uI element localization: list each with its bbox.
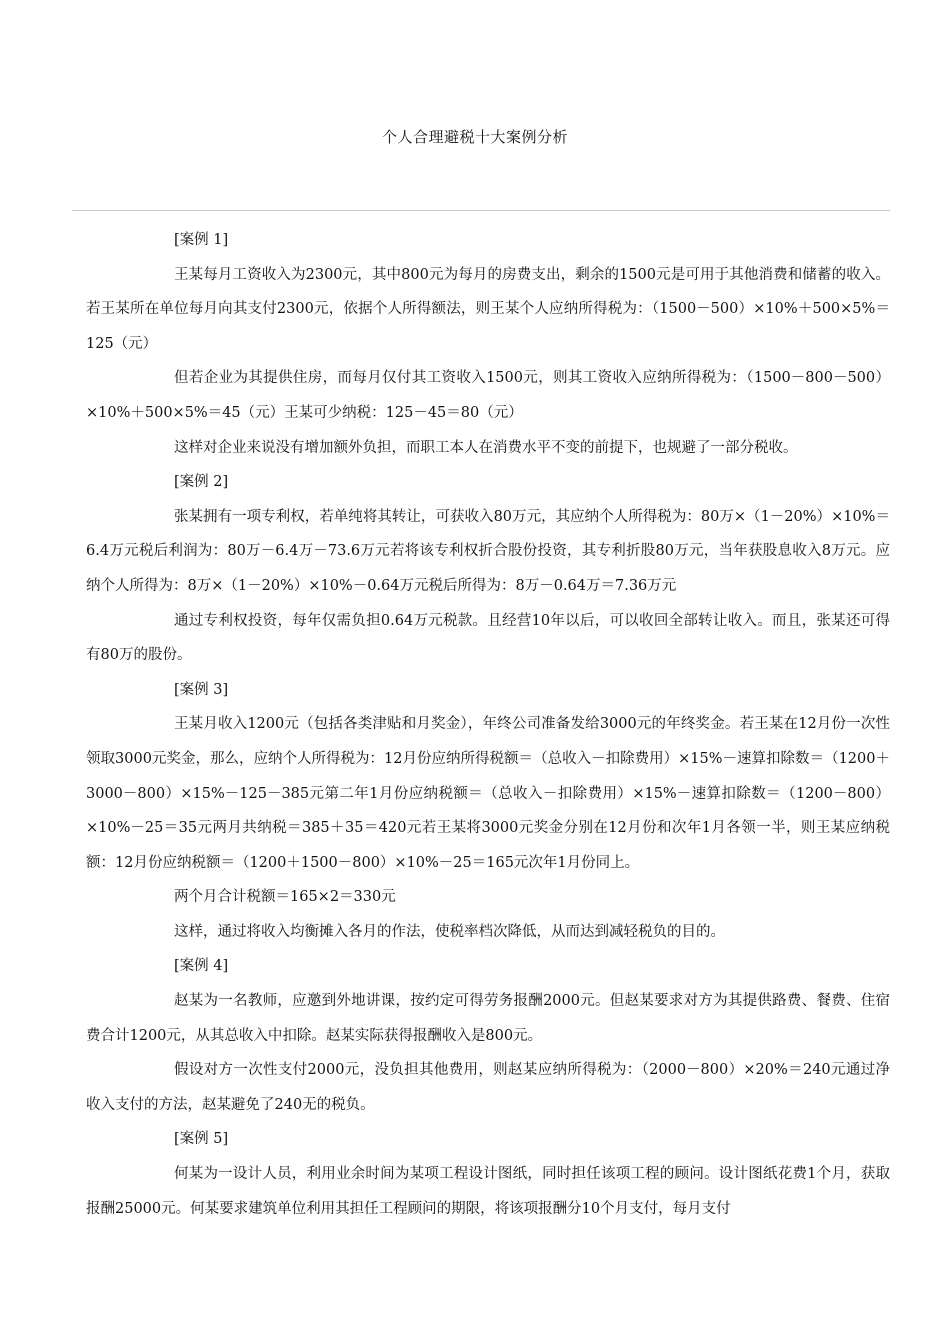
paragraph: 张某拥有一项专利权，若单纯将其转让，可获收入80万元，其应纳个人所得税为：80万×（1－20%）×10%＝6.4万元税后利润为：80万－6.4万－73.6万元若将该专利权折合股份投资，其专利折股80万元，当年获股息收入8万元。应纳个人所得为：8万×（1－20%）×10%－0.64万元税后所得为：8万－0.64万＝7.36万元 — [86, 508, 890, 594]
paragraph: 这样，通过将收入均衡摊入各月的作法，使税率档次降低，从而达到减轻税负的目的。 — [174, 923, 725, 940]
header-divider — [72, 210, 890, 211]
paragraph: 两个月合计税额＝165×2＝330元 — [174, 889, 396, 906]
paragraph: 王某每月工资收入为2300元，其中800元为每月的房费支出，剩余的1500元是可用于其他消费和储蓄的收入。若王某所在单位每月向其支付2300元，依据个人所得额法，则王某个人应纳所得税为：（1500－500）×10%＋500×5%＝125（元） — [86, 266, 890, 352]
case-1-label: [案例 1] — [174, 232, 229, 248]
paragraph: 通过专利权投资，每年仅需负担0.64万元税款。且经营10年以后，可以收回全部转让收入。而且，张某还可得有80万的股份。 — [86, 612, 890, 664]
case-5-label: [案例 5] — [174, 1131, 229, 1148]
case-4-label: [案例 4] — [174, 958, 229, 975]
case-3-label: [案例 3] — [174, 681, 229, 698]
paragraph: 赵某为一名教师，应邀到外地讲课，按约定可得劳务报酬2000元。但赵某要求对方为其提供路费、餐费、住宿费合计1200元，从其总收入中扣除。赵某实际获得报酬收入是800元。 — [86, 993, 890, 1044]
paragraph: 假设对方一次性支付2000元，没负担其他费用，则赵某应纳所得税为：（2000－800）×20%＝240元通过净收入支付的方法，赵某避免了240无的税负。 — [86, 1062, 890, 1113]
page-title: 个人合理避税十大案例分析 — [381, 128, 568, 146]
paragraph: 但若企业为其提供住房，而每月仅付其工资收入1500元，则其工资收入应纳所得税为：（1500－800－500）×10%＋500×5%＝45（元）王某可少纳税：125－45＝80（元） — [86, 370, 890, 421]
paragraph: 王某月收入1200元（包括各类津贴和月奖金），年终公司准备发给3000元的年终奖金。若王某在12月份一次性领取3000元奖金，那么，应纳个人所得税为：12月份应纳所得税额＝（总收入－扣除费用）×15%－速算扣除数＝（1200＋3000－800）×15%－125－385元第二年1月份应纳税额＝（总收入－扣除费用）×15%－速算扣除数＝（1200－800）×10%－25＝35元两月共纳税＝385＋35＝420元若王某将3000元奖金分别在12月份和次年1月各领一半，则王某应纳税额：12月份应纳税额＝（1200＋1500－800）×10%－25＝165元次年1月份同上。 — [86, 716, 890, 871]
paragraph: 这样对企业来说没有增加额外负担，而职工本人在消费水平不变的前提下，也规避了一部分税收。 — [174, 439, 798, 456]
paragraph: 何某为一设计人员，利用业余时间为某项工程设计图纸，同时担任该项工程的顾问。设计图纸花费1个月，获取报酬25000元。何某要求建筑单位利用其担任工程顾问的期限，将该项报酬分10个月支付，每月支付 — [86, 1166, 890, 1217]
case-2-label: [案例 2] — [174, 474, 229, 491]
document-body — [86, 223, 890, 1226]
